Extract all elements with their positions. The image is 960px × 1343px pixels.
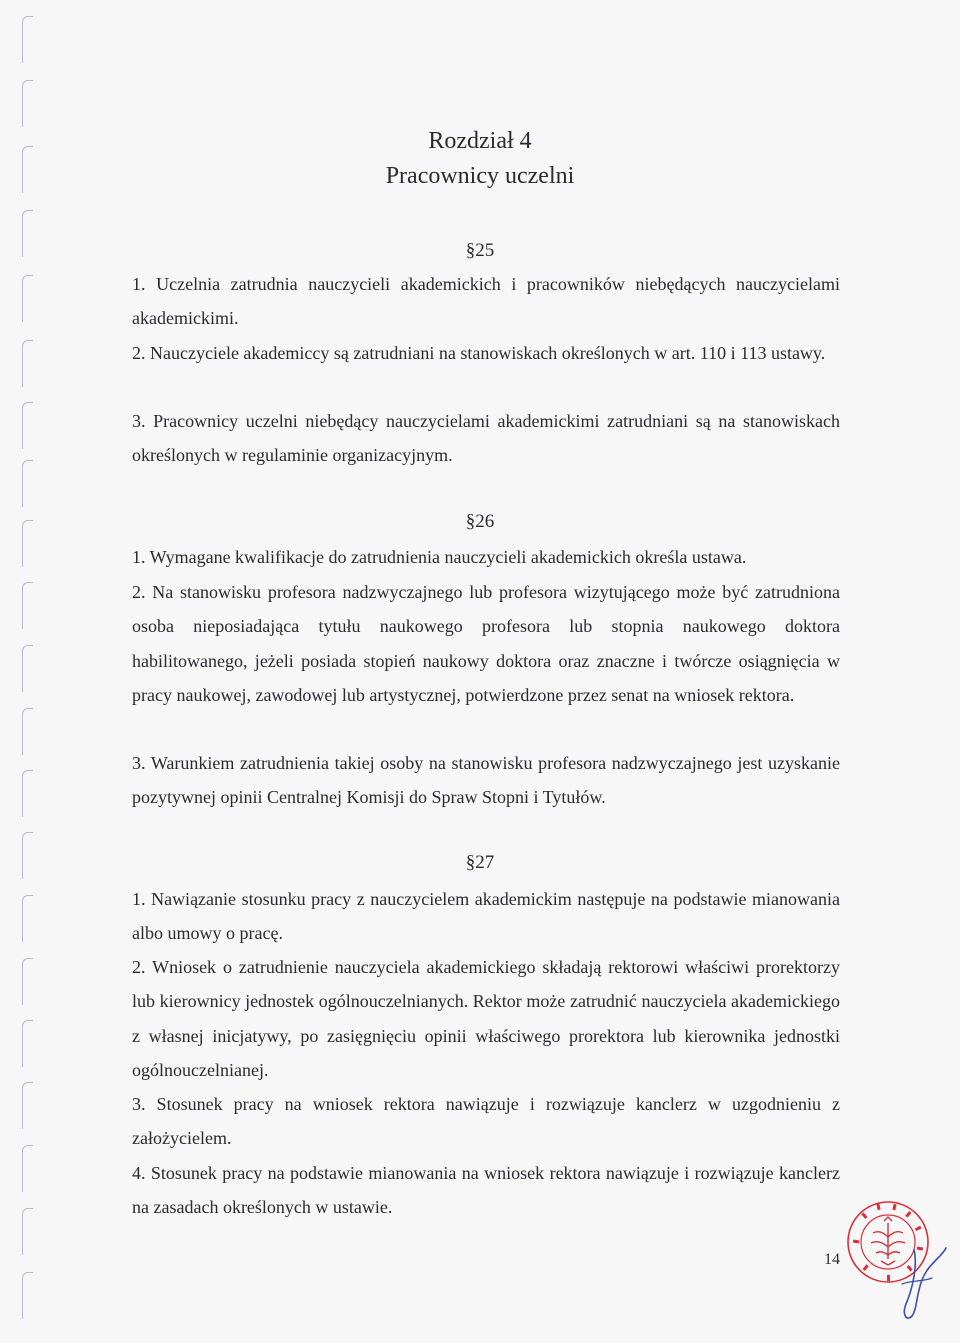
paragraph: 1. Uczelnia zatrudnia nauczycieli akademickich i pracowników niebędących nauczycielami akademickimi. xyxy=(132,274,840,329)
paragraph: 3. Warunkiem zatrudnienia takiej osoby na stanowisku profesora nadzwyczajnego jest uzyskanie pozytywnej opinii Centralnej Komisji do Spraw Stopni i Tytułów. xyxy=(132,753,840,808)
section-heading: §25 xyxy=(465,240,495,261)
paragraph: 2. Wniosek o zatrudnienie nauczyciela akademickiego składają rektorowi właściwi prorektorzy lub kierownicy jednostek ogólnouczelnianych. Rektor może zatrudnić nauczyciela akademickiego z własnej inicjatywy, po zasięgnięciu opinii właściwego prorektora lub kierownika jednostki ogólnouczelnianej. xyxy=(132,957,840,1080)
paragraph: 2. Na stanowisku profesora nadzwyczajnego lub profesora wizytującego może być zatrudniona osoba nieposiadająca tytułu naukowego profesora lub stopnia naukowego doktora habilitowanego, jeżeli posiada stopień naukowy doktora oraz znaczne i twórcze osiągnięcia w pracy naukowej, zawodowej lub artystycznej, potwierdzone przez senat na wniosek rektora. xyxy=(132,582,840,705)
paragraph: 3. Pracownicy uczelni niebędący nauczycielami akademickimi zatrudniani są na stanowiskach określonych w regulaminie organizacyjnym. xyxy=(132,411,840,466)
chapter-number: Rozdział 4 xyxy=(428,128,532,154)
section-heading: §27 xyxy=(465,852,495,873)
page-number: 14 xyxy=(824,1251,840,1268)
paragraph: 2. Nauczyciele akademiccy są zatrudniani na stanowiskach określonych w art. 110 i 113 ustawy. xyxy=(132,343,826,363)
paragraph: 4. Stosunek pracy na podstawie mianowania na wniosek rektora nawiązuje i rozwiązuje kanclerz na zasadach określonych w ustawie. xyxy=(132,1163,840,1218)
paragraph: 1. Wymagane kwalifikacje do zatrudnienia nauczycieli akademickich określa ustawa. xyxy=(132,547,747,567)
signature-icon xyxy=(892,1244,952,1326)
chapter-title: Pracownicy uczelni xyxy=(385,163,575,189)
paragraph: 1. Nawiązanie stosunku pracy z nauczycielem akademickim następuje na podstawie mianowania albo umowy o pracę. xyxy=(132,889,840,944)
section-heading: §26 xyxy=(465,511,495,532)
paragraph: 3. Stosunek pracy na wniosek rektora nawiązuje i rozwiązuje kanclerz w uzgodnieniu z założycielem. xyxy=(132,1094,840,1149)
